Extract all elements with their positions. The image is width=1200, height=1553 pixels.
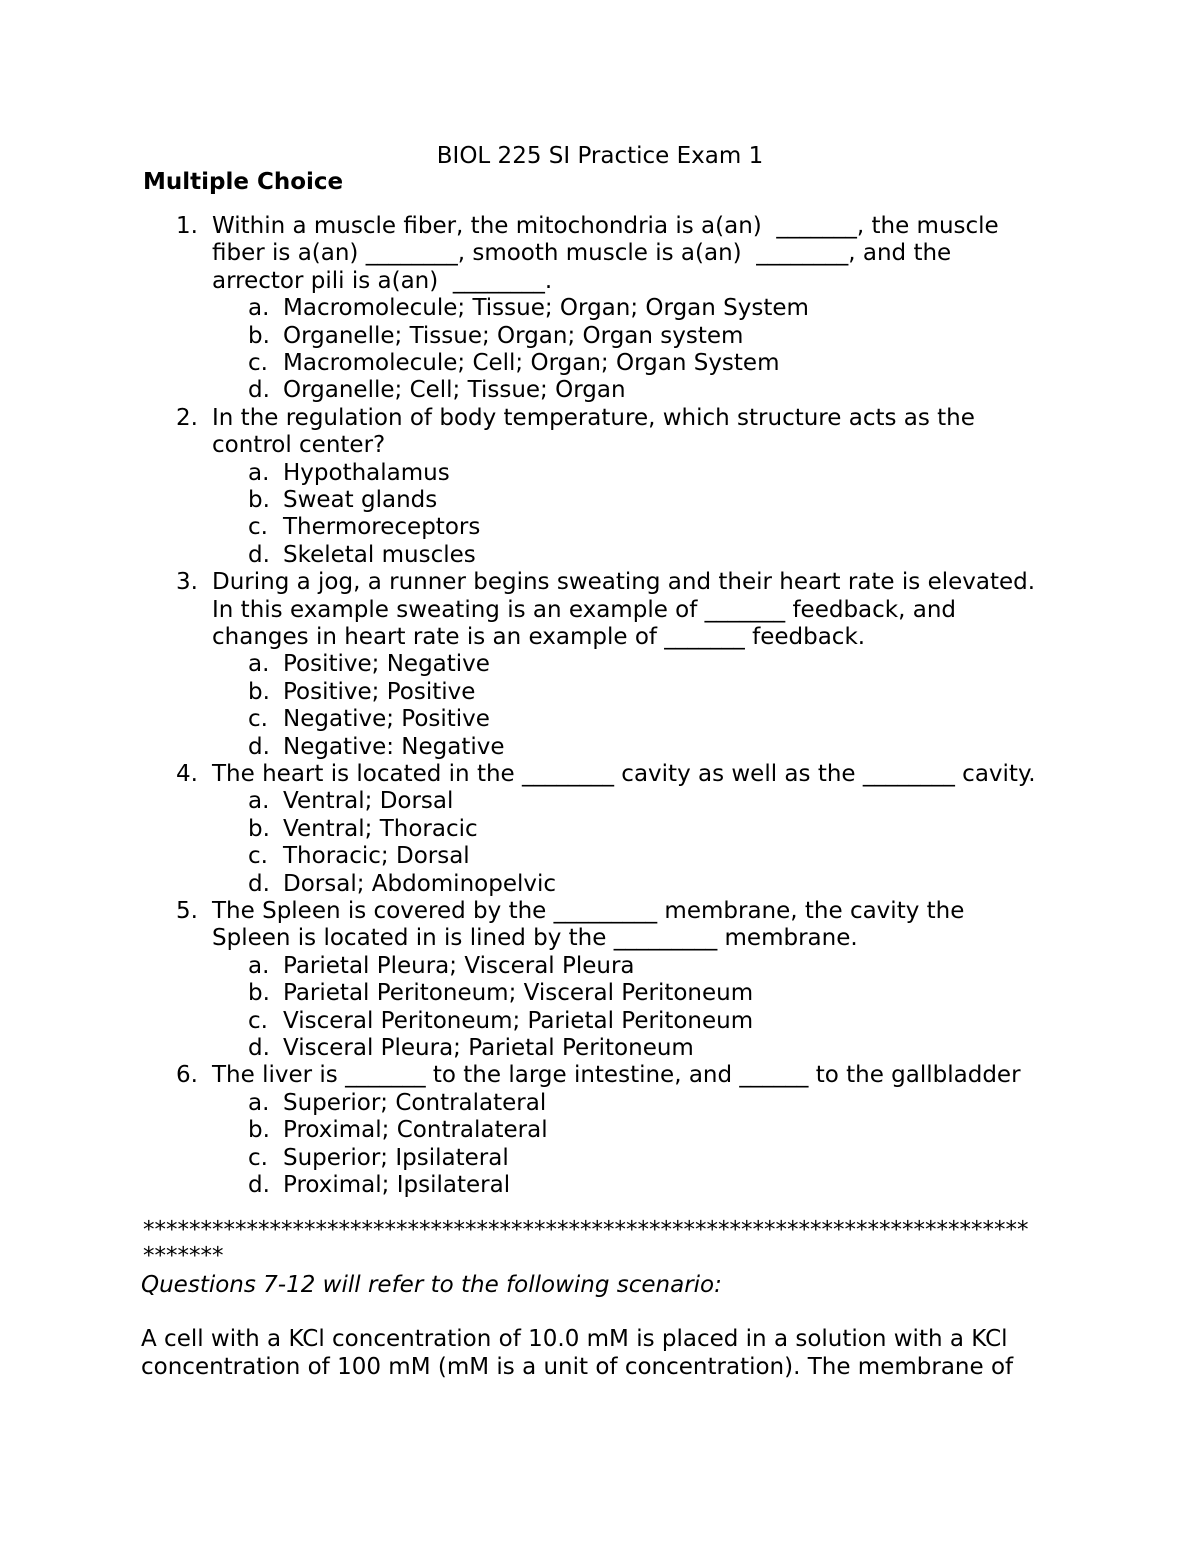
option-letter: a. <box>248 1089 270 1116</box>
question-text: Spleen is located in is lined by the _________ membrane. <box>212 925 858 952</box>
section-heading-multiple-choice: Multiple Choice <box>143 169 344 195</box>
option-text: Hypothalamus <box>283 459 450 486</box>
option-letter: c. <box>248 514 268 541</box>
question-number: 2. <box>176 404 198 431</box>
question-text: control center? <box>212 432 386 459</box>
option-text: Thoracic; Dorsal <box>283 843 470 870</box>
option-letter: d. <box>248 541 270 568</box>
page-title: BIOL 225 SI Practice Exam 1 <box>436 143 764 169</box>
option-text: Ventral; Thoracic <box>283 815 478 842</box>
option-letter: b. <box>248 487 270 513</box>
option-text: Visceral Pleura; Parietal Peritoneum <box>283 1035 694 1061</box>
option-text: Thermoreceptors <box>283 514 481 541</box>
option-letter: d. <box>248 1035 270 1061</box>
option-text: Proximal; Ipsilateral <box>283 1172 511 1198</box>
option-letter: c. <box>248 843 268 870</box>
option-letter: a. <box>248 788 270 815</box>
option-text: Dorsal; Abdominopelvic <box>283 870 557 897</box>
separator-line: ******* <box>143 1243 224 1269</box>
option-letter: b. <box>248 678 270 705</box>
option-text: Organelle; Tissue; Organ; Organ system <box>283 322 744 349</box>
option-text: Proximal; Contralateral <box>283 1117 548 1144</box>
option-letter: d. <box>248 1172 270 1198</box>
question-text: arrector pili is a(an) ________. <box>212 267 553 294</box>
option-letter: b. <box>248 815 270 842</box>
option-text: Skeletal muscles <box>283 541 476 568</box>
option-text: Parietal Peritoneum; Visceral Peritoneum <box>283 980 754 1007</box>
option-text: Positive; Negative <box>283 651 490 678</box>
question-text: changes in heart rate is an example of _______ feedback. <box>212 624 866 650</box>
option-text: Negative; Positive <box>283 706 490 733</box>
option-text: Organelle; Cell; Tissue; Organ <box>283 377 626 404</box>
question-text: The Spleen is covered by the _________ membrane, the cavity the <box>212 898 965 924</box>
question-text: fiber is a(an) ________, smooth muscle is a(an) ________, and the <box>212 240 952 267</box>
question-text: Within a muscle fiber, the mitochondria is a(an) _______, the muscle <box>212 213 999 239</box>
option-letter: c. <box>248 350 268 376</box>
question-text: The heart is located in the ________ cavity as well as the ________ cavity. <box>212 761 1036 787</box>
option-letter: a. <box>248 459 270 486</box>
option-text: Superior; Ipsilateral <box>283 1144 509 1171</box>
question-number: 3. <box>176 569 198 596</box>
option-text: Macromolecule; Cell; Organ; Organ System <box>283 350 780 376</box>
option-text: Superior; Contralateral <box>283 1089 547 1116</box>
option-letter: b. <box>248 322 270 349</box>
option-letter: d. <box>248 733 270 760</box>
option-text: Positive; Positive <box>283 678 476 705</box>
option-letter: a. <box>248 952 270 979</box>
separator-line: ***************************************************************************** <box>143 1217 1029 1243</box>
scenario-line: concentration of 100 mM (mM is a unit of concentration). The membrane of <box>141 1354 1014 1380</box>
option-letter: b. <box>248 1117 270 1144</box>
question-number: 1. <box>176 213 198 239</box>
question-number: 4. <box>176 761 198 787</box>
option-letter: a. <box>248 651 270 678</box>
option-text: Macromolecule; Tissue; Organ; Organ System <box>283 295 809 322</box>
question-text: In this example sweating is an example of _______ feedback, and <box>212 596 957 623</box>
option-letter: b. <box>248 980 270 1007</box>
question-text: In the regulation of body temperature, which structure acts as the <box>212 404 975 431</box>
question-text: The liver is _______ to the large intestine, and ______ to the gallbladder <box>212 1062 1021 1089</box>
question-number: 6. <box>176 1062 198 1089</box>
option-text: Visceral Peritoneum; Parietal Peritoneum <box>283 1007 754 1034</box>
option-letter: a. <box>248 295 270 322</box>
scenario-heading: Questions 7-12 will refer to the following scenario: <box>141 1272 722 1298</box>
question-text: During a jog, a runner begins sweating and their heart rate is elevated. <box>212 569 1036 596</box>
option-letter: d. <box>248 870 270 897</box>
option-letter: c. <box>248 706 268 733</box>
option-text: Parietal Pleura; Visceral Pleura <box>283 952 635 979</box>
option-letter: c. <box>248 1007 268 1034</box>
scenario-line: A cell with a KCl concentration of 10.0 mM is placed in a solution with a KCl <box>141 1326 1008 1352</box>
option-letter: d. <box>248 377 270 404</box>
option-text: Ventral; Dorsal <box>283 788 454 815</box>
option-text: Negative: Negative <box>283 733 505 760</box>
question-number: 5. <box>176 898 198 924</box>
option-letter: c. <box>248 1144 268 1171</box>
option-text: Sweat glands <box>283 487 438 513</box>
